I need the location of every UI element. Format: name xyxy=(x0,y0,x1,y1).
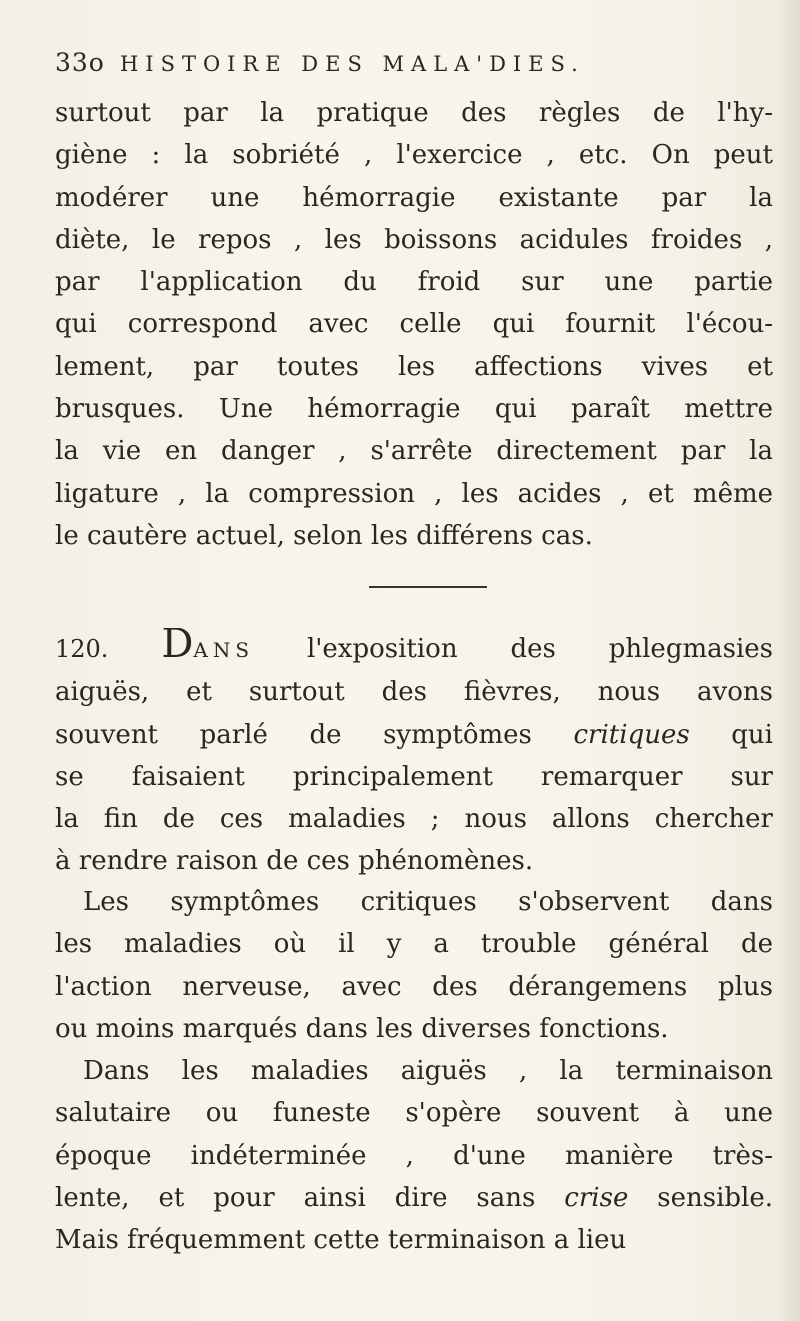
text-fragment: souvent parlé de symptômes xyxy=(55,719,532,750)
section-number: 120. xyxy=(55,635,109,663)
text-line: brusques. Une hémorragie qui paraît mettre xyxy=(55,394,773,425)
text-line: ou moins marqués dans les diverses fonctions. xyxy=(55,1013,669,1044)
text-line: salutaire ou funeste s'opère souvent à une xyxy=(55,1098,773,1129)
text-line: la vie en danger , s'arrête directement par la xyxy=(55,436,773,467)
text-line: qui correspond avec celle qui fournit l'écou- xyxy=(55,309,773,340)
text-line-section-start xyxy=(55,628,773,671)
text-fragment: sensible. xyxy=(657,1182,773,1213)
text-line: le cautère actuel, selon les différens cas. xyxy=(55,520,593,551)
italic-term: critiques xyxy=(573,719,690,750)
text-line: se faisaient principalement remarquer sur xyxy=(55,761,773,792)
text-line: diète, le repos , les boissons acidules froides , xyxy=(55,224,773,255)
text-line-with-italic xyxy=(55,714,773,756)
text-line: par l'application du froid sur une partie xyxy=(55,267,773,298)
text-fragment: l'exposition des phlegmasies xyxy=(306,634,773,664)
text-line: giène : la sobriété , l'exercice , etc. On peut xyxy=(55,140,773,171)
smallcaps-word: ANS xyxy=(193,638,255,662)
page-header xyxy=(55,48,775,88)
paragraph-critical-symptoms xyxy=(55,881,773,1050)
text-line: lement, par toutes les affections vives et xyxy=(55,351,773,382)
text-line: époque indéterminée , d'une manière très- xyxy=(55,1140,773,1171)
text-line: l'action nerveuse, avec des dérangemens plus xyxy=(55,971,773,1002)
dropcap-letter: D xyxy=(161,628,194,667)
page-number: 33o xyxy=(55,48,105,77)
page-edge-shadow xyxy=(778,0,800,1321)
text-line: Mais fréquemment cette terminaison a lieu xyxy=(55,1225,627,1256)
text-line-with-italic xyxy=(55,1177,773,1219)
text-line: surtout par la pratique des règles de l'hy- xyxy=(55,98,773,128)
text-line: les maladies où il y a trouble général de xyxy=(55,929,773,960)
text-line: à rendre raison de ces phénomènes. xyxy=(55,846,534,877)
text-line: ligature , la compression , les acides , et même xyxy=(55,478,773,509)
text-fragment: qui xyxy=(731,719,773,750)
text-line: la fin de ces maladies ; nous allons chercher xyxy=(55,804,773,835)
text-fragment: lente, et pour ainsi dire sans xyxy=(55,1182,536,1213)
paragraph-hemorrhage-treatment xyxy=(55,92,773,557)
section-separator-rule xyxy=(369,586,487,588)
italic-term: crise xyxy=(564,1182,629,1213)
text-line: Les symptômes critiques s'observent dans xyxy=(83,887,773,917)
text-line: modérer une hémorragie existante par la xyxy=(55,182,773,213)
paragraph-acute-diseases xyxy=(55,1050,773,1261)
text-line: aiguës, et surtout des fièvres, nous avons xyxy=(55,677,773,708)
running-title: HISTOIRE DES MALA'DIES. xyxy=(119,52,585,76)
section-120-paragraph xyxy=(55,628,773,883)
text-line: Dans les maladies aiguës , la terminaison xyxy=(83,1056,773,1086)
